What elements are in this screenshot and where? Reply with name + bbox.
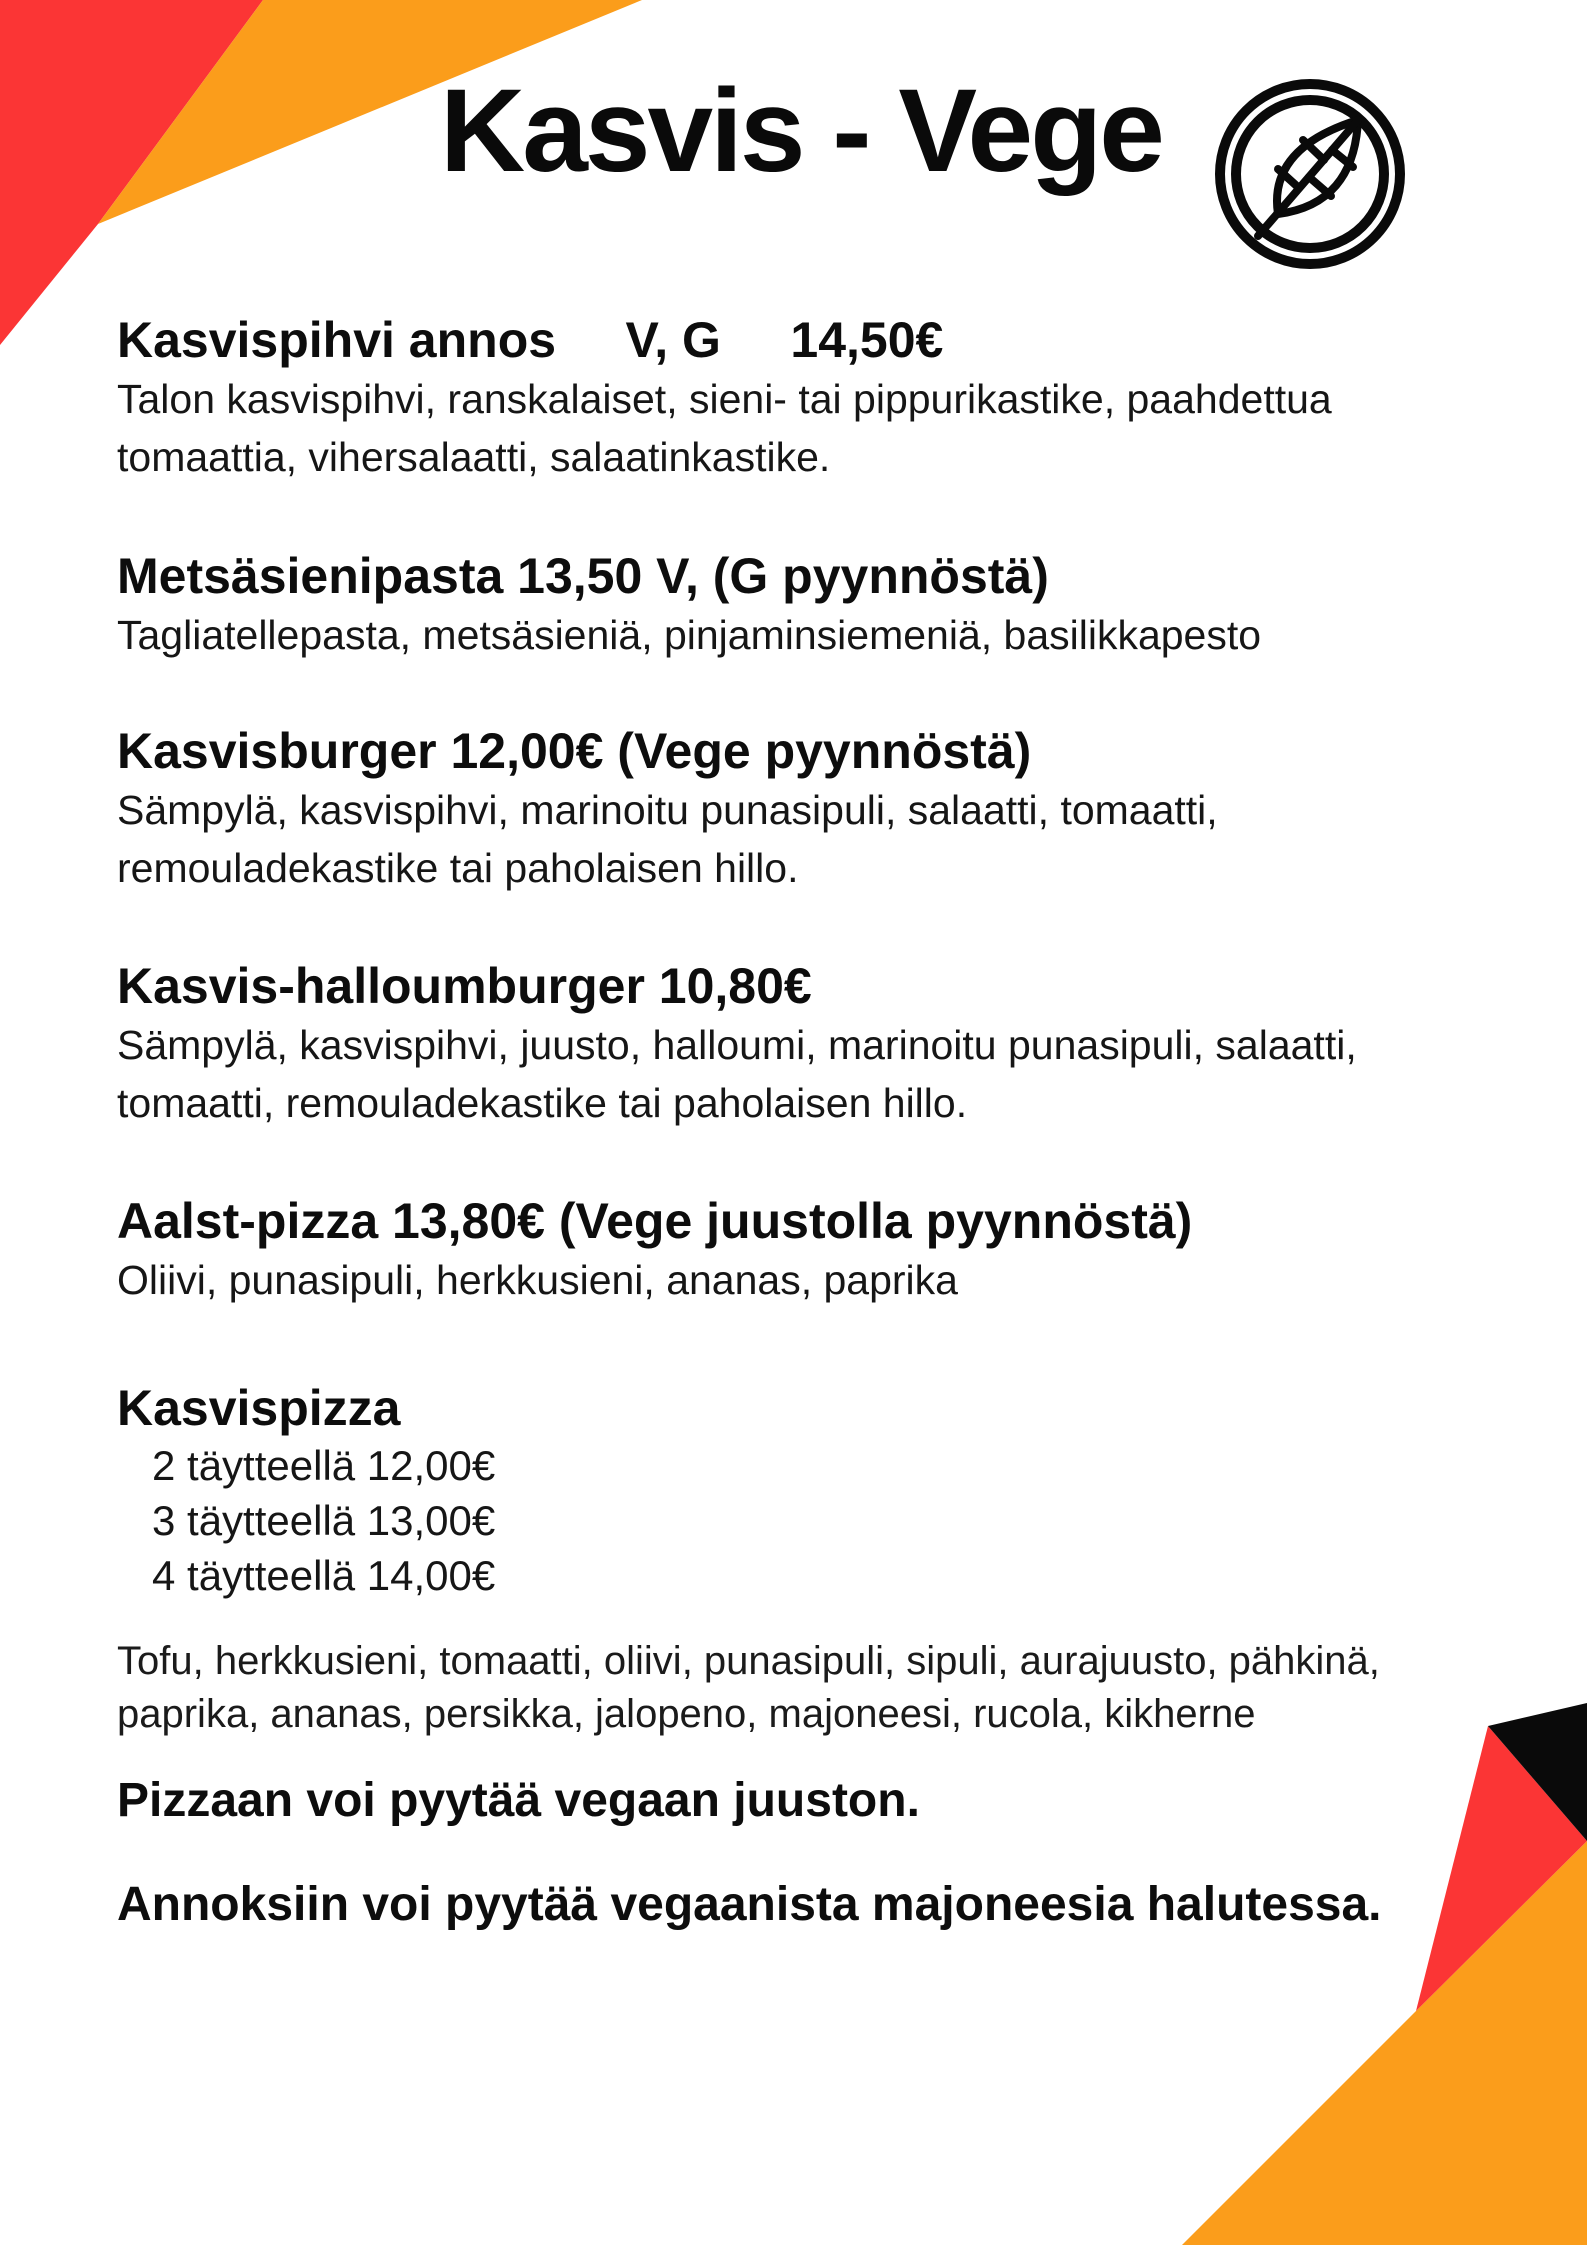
menu-item-description: Sämpylä, kasvispihvi, juusto, halloumi, marinoitu punasipuli, salaatti, tomaatti, remouladekastike tai paholaisen hillo. — [117, 1022, 1357, 1126]
menu-item-kasvispizza — [117, 1378, 1517, 1603]
menu-item-heading: Kasvisburger 12,00€ (Vege pyynnöstä) — [117, 723, 1032, 779]
pizza-price-option: 3 täytteellä 13,00€ — [152, 1497, 496, 1544]
leaf-in-circle-icon — [1212, 76, 1408, 272]
menu-item-heading: Kasvispizza — [117, 1380, 401, 1436]
vegan-cheese-note: Pizzaan voi pyytää vegaan juuston. — [117, 1774, 920, 1827]
menu-content — [117, 310, 1517, 1935]
menu-item-heading: Kasvis-halloumburger 10,80€ — [117, 958, 812, 1014]
leaf-vein — [1309, 177, 1331, 196]
vegan-mayo-note: Annoksiin voi pyytää vegaanista majoneesia halutessa. — [117, 1878, 1382, 1931]
pizza-toppings-list: Tofu, herkkusieni, tomaatti, oliivi, punasipuli, sipuli, aurajuusto, pähkinä, paprika, ananas, persikka, jalopeno, majoneesi, rucola, kikherne — [117, 1639, 1380, 1736]
red-triangle — [0, 0, 263, 345]
menu-item — [117, 310, 1517, 486]
pizza-price-option: 2 täytteellä 12,00€ — [152, 1442, 496, 1489]
menu-item-heading: Metsäsienipasta 13,50 V, (G pyynnöstä) — [117, 548, 1049, 604]
menu-item-heading: Kasvispihvi annos V, G 14,50€ — [117, 312, 944, 368]
pizza-price-list — [117, 1438, 1517, 1603]
menu-item-description: Tagliatellepasta, metsäsieniä, pinjaminsiemeniä, basilikkapesto — [117, 612, 1262, 658]
menu-item — [117, 956, 1517, 1132]
menu-item-heading: Aalst-pizza 13,80€ (Vege juustolla pyynnöstä) — [117, 1193, 1193, 1249]
menu-item — [117, 546, 1517, 664]
page-title: Kasvis - Vege — [440, 65, 1162, 197]
menu-item-description: Sämpylä, kasvispihvi, marinoitu punasipuli, salaatti, tomaatti, remouladekastike tai paholaisen hillo. — [117, 787, 1218, 891]
pizza-price-option: 4 täytteellä 14,00€ — [152, 1552, 496, 1599]
menu-item — [117, 1191, 1517, 1309]
menu-item-description: Oliivi, punasipuli, herkkusieni, ananas, paprika — [117, 1257, 958, 1303]
menu-item — [117, 721, 1517, 897]
menu-item-description: Talon kasvispihvi, ranskalaiset, sieni- tai pippurikastike, paahdettua tomaattia, vihersalaatti, salaatinkastike. — [117, 376, 1332, 480]
